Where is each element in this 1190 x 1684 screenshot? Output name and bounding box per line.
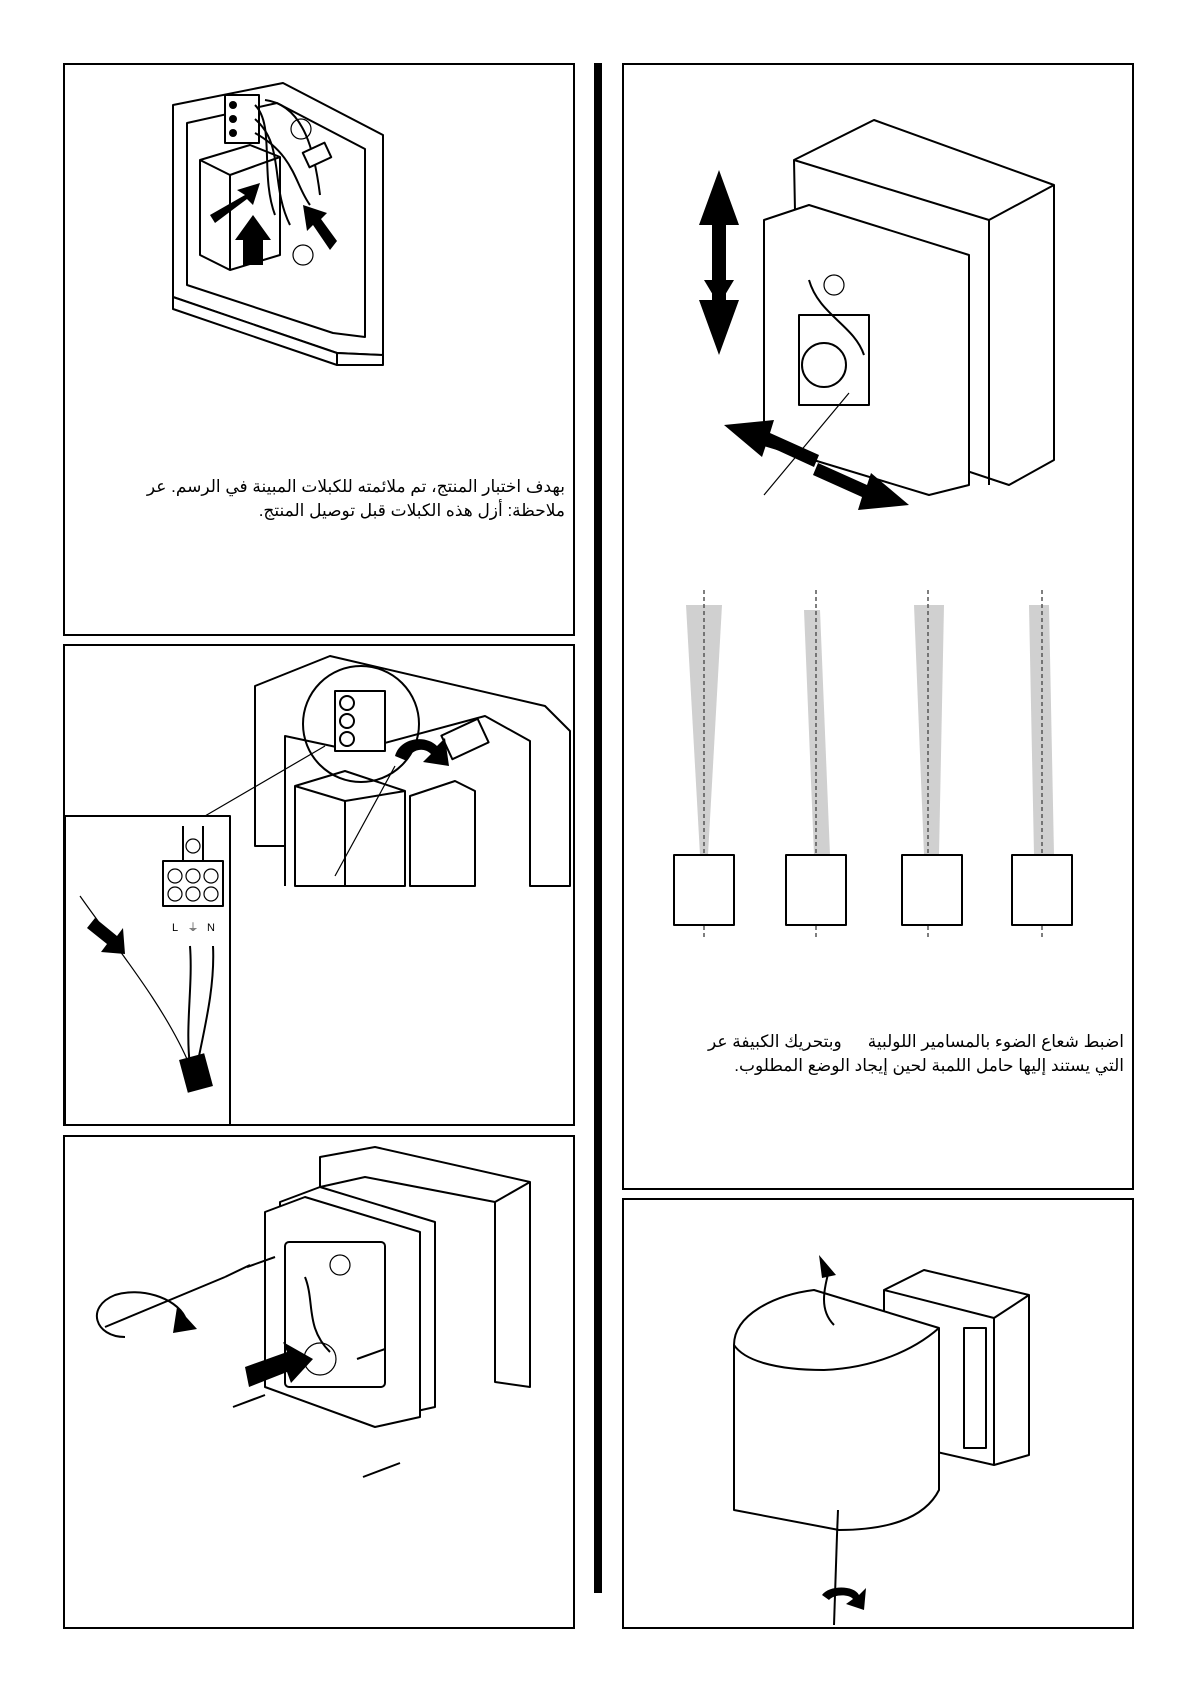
cover-illustration (624, 1200, 1132, 1627)
screw-icon (363, 1463, 400, 1477)
wiring-caption-line-2: ملاحظة: أزل هذه الكبلات قبل توصيل المنتج. (258, 501, 565, 520)
panel-wiring-illustration (63, 63, 575, 636)
adjust-caption-line-2: التي يستند إليها حامل اللمبة لحين إيجاد الوضع المطلوب. (734, 1056, 1124, 1075)
panel-mounting-illustration (63, 1135, 575, 1629)
light-beam-icon (674, 590, 734, 940)
panel-cover-illustration (622, 1198, 1134, 1629)
adjust-caption-line-1-part-2: وبتحريك الكبيفة عر (708, 1032, 842, 1051)
light-beam-icon (902, 590, 962, 940)
terminal-label-neutral: N (207, 922, 215, 934)
adjust-caption (708, 1030, 1124, 1078)
light-beam-icon (1012, 590, 1072, 940)
wiring-caption (147, 475, 565, 523)
adjust-caption-line-1 (708, 1030, 1124, 1054)
junction-box-illustration (65, 65, 573, 634)
panel-beam-adjustment (622, 63, 1134, 1190)
light-beam-icon (786, 590, 846, 940)
terminal-label-live: L (171, 922, 179, 934)
beam-adjustment-illustration (624, 65, 1132, 1188)
terminal-label-earth: ⏚ (187, 921, 199, 934)
wiring-caption-line-1: بهدف اختبار المنتج، تم ملائمته للكبلات المبينة في الرسم. عر (146, 477, 565, 496)
arrow-icon (699, 250, 739, 355)
cover-shell (734, 1290, 939, 1530)
terminal-connection-illustration (65, 646, 573, 1124)
mounting-illustration (65, 1137, 573, 1627)
adjust-caption-line-1-part-1: اضبط شعاع الضوء بالمسامير اللولبية (867, 1032, 1124, 1051)
column-divider (594, 63, 602, 1593)
rotate-arrow-icon (822, 1588, 866, 1611)
rotate-arrow-icon (395, 738, 449, 766)
screw-icon (233, 1395, 265, 1407)
panel-terminal-illustration (63, 644, 575, 1126)
